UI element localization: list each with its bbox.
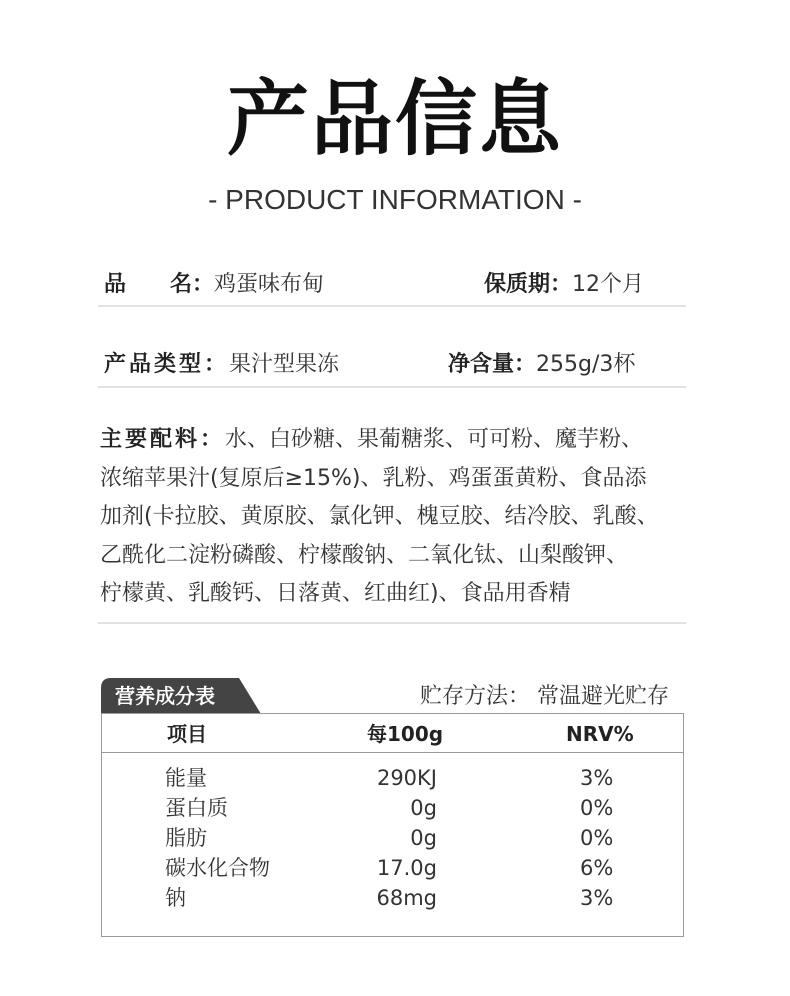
- table-header-divider: [102, 752, 683, 753]
- nutrient-per100g: 290KJ: [376, 766, 437, 790]
- info-row-type-net: [100, 345, 686, 385]
- net-content-value: 255g/3杯: [536, 352, 636, 377]
- nutrient-per100g: 0g: [410, 826, 437, 850]
- table-row: [102, 883, 683, 913]
- nutrient-per100g: 0g: [410, 796, 437, 820]
- table-row: [102, 823, 683, 853]
- ingredients-line: [100, 421, 700, 460]
- ingredients-line: 乙酰化二淀粉磷酸、柠檬酸钠、二氧化钛、山梨酸钾、: [100, 542, 629, 568]
- column-header-per100g: 每100g: [367, 722, 444, 746]
- nutrition-table: [101, 713, 684, 937]
- page-subtitle: - PRODUCT INFORMATION -: [208, 184, 582, 215]
- nutrition-tab: [101, 678, 261, 714]
- table-row: [102, 853, 683, 883]
- divider: [98, 386, 686, 388]
- nutrient-nrv: 3%: [580, 766, 614, 790]
- net-content-cell: [448, 345, 635, 385]
- nutrient-nrv: 6%: [580, 856, 614, 880]
- product-name-cell: [104, 265, 324, 305]
- ingredients-line: 浓缩苹果汁(复原后≥15%)、乳粉、鸡蛋蛋黄粉、食品添: [100, 465, 647, 491]
- ingredients-line: 柠檬黄、乳酸钙、日落黄、红曲红)、食品用香精: [100, 581, 571, 606]
- product-type-cell: [104, 345, 339, 385]
- product-type-label: 产品类型：: [104, 352, 230, 377]
- storage-method: 贮存方法： 常温避光贮存: [420, 684, 669, 709]
- table-row: [102, 763, 683, 793]
- nutrition-tab-label: 营养成分表: [115, 684, 215, 708]
- product-name-value: 鸡蛋味布甸: [214, 272, 325, 297]
- nutrient-per100g: 17.0g: [376, 856, 437, 880]
- net-content-label: 净含量：: [448, 352, 537, 377]
- page-title: 产品信息: [226, 72, 563, 167]
- divider: [98, 622, 686, 624]
- nutrient-name: 能量: [165, 766, 207, 790]
- table-row: [102, 793, 683, 823]
- nutrient-per100g: 68mg: [376, 886, 437, 910]
- nutrient-name: 脂肪: [165, 826, 207, 850]
- shelf-life-cell: [484, 265, 644, 305]
- shelf-life-value: 12个月: [572, 272, 645, 297]
- ingredients-block: [100, 421, 700, 614]
- product-type-value: 果汁型果冻: [229, 352, 340, 377]
- info-row-name-shelf: [100, 265, 686, 305]
- nutrient-nrv: 0%: [580, 826, 614, 850]
- nutrition-rows: [102, 763, 683, 913]
- divider: [98, 305, 686, 307]
- nutrient-nrv: 0%: [580, 796, 614, 820]
- nutrient-name: 碳水化合物: [165, 856, 270, 880]
- shelf-life-label: 保质期：: [484, 272, 573, 297]
- column-header-item: 项目: [167, 722, 207, 746]
- nutrient-name: 钠: [165, 886, 186, 910]
- ingredients-label: 主要配料：: [100, 427, 226, 452]
- column-header-nrv: NRV%: [566, 722, 634, 746]
- nutrient-name: 蛋白质: [165, 796, 228, 820]
- product-name-label: 品 名：: [104, 272, 215, 297]
- ingredients-text: 水、白砂糖、果葡糖浆、可可粉、魔芋粉、: [225, 427, 644, 452]
- ingredients-line: 加剂(卡拉胶、黄原胶、氯化钾、槐豆胶、结冷胶、乳酸、: [100, 504, 659, 529]
- nutrient-nrv: 3%: [580, 886, 614, 910]
